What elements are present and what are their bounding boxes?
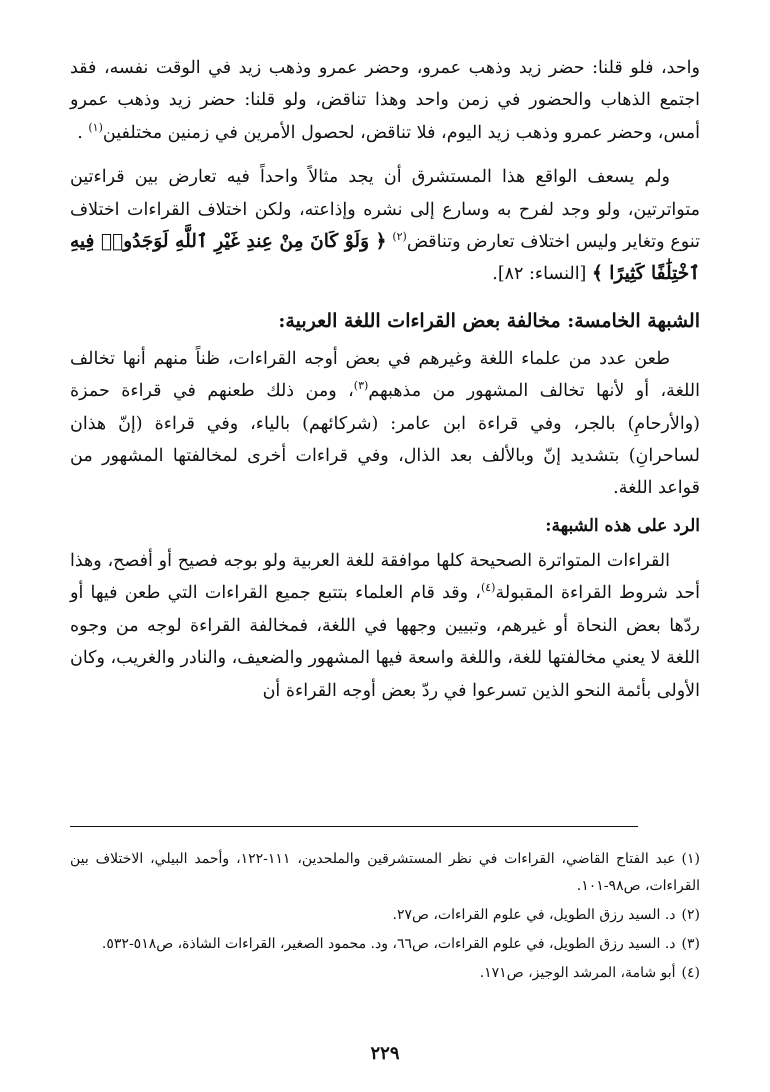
paragraph-2: [70, 161, 700, 291]
footnote-ref-4[interactable]: (٤): [480, 581, 496, 595]
footnote-divider: [70, 826, 638, 827]
paragraph-1: واحد، فلو قلنا: حضر زيد وذهب عمرو، وحضر عمرو وذهب زيد في الوقت نفسه، فقد اجتمع الذهاب والحضور في زمن واحد وهذا تناقض، ولو قلنا: حضر زيد وذهب عمرو أمس، وحضر عمرو وذهب زيد اليوم، فلا تناقض، لحصول الأمرين في زمنين مختلفين$^{(١)}$ .: [70, 58, 700, 143]
paragraph-1-text: واحد، فلو قلنا: حضر زيد وذهب عمرو، وحضر عمرو وذهب زيد في الوقت نفسه، فقد اجتمع الذهاب والحضور في زمن واحد وهذا تناقض، ولو قلنا: حضر زيد وذهب عمرو أمس، وحضر عمرو وذهب زيد اليوم، فلا تناقض، لحصول الأمرين في زمنين مختلفين: [70, 58, 700, 143]
quran-verse: ﴿ وَلَوْ كَانَ مِنْ عِندِ غَيْرِ ٱللَّهِ لَوَجَدُوا۟ فِيهِ ٱخْتِلَٰفًا كَثِيرًا ﴾: [70, 231, 700, 285]
page-body: [70, 52, 700, 707]
footnote-2: (٢)د. السيد رزق الطويل، في علوم القراءات، ص٢٧.: [392, 907, 700, 923]
sub-heading: الرد على هذه الشبهة:: [545, 515, 700, 536]
page-number: ٢٢٩: [370, 1043, 400, 1064]
paragraph-3: طعن عدد من علماء اللغة وغيرهم في بعض أوجه القراءات، ظناً منهم أنها تخالف اللغة، أو لأنها تخالف المشهور من مذهبهم$^{(٣)}$، ومن ذلك طعنهم في قراءة حمزة (والأرحامِ) بالجر، وفي قراءة ابن عامر: (شركائهم) بالياء، وفي قراءة (إنّ هذان لساحرانِ) بتشديد إنّ وبالألف بعد الذال، وفي قراءات أخرى لمخالفتها المشهور من قواعد اللغة.: [70, 348, 700, 499]
section-heading: الشبهة الخامسة: مخالفة بعض القراءات اللغة العربية:: [278, 309, 700, 332]
footnote-1: (١)عبد الفتاح القاضي، القراءات في نظر المستشرقين والملحدين، ١١١-١٢٢، وأحمد البيلي، الاختلاف بين القراءات، ص٩٨-١٠١.: [70, 851, 701, 894]
footnote-ref-1[interactable]: (١): [88, 120, 103, 134]
footnote-ref-2[interactable]: (٢): [392, 230, 407, 244]
footnote-4: (٤)أبو شامة، المرشد الوجيز، ص١٧١.: [479, 965, 700, 981]
footnote-3: (٣)د. السيد رزق الطويل، في علوم القراءات، ص٦٦، ود. محمود الصغير، القراءات الشاذة، ص٥١٨-٥٣٢.: [101, 936, 700, 952]
paragraph-4: القراءات المتواترة الصحيحة كلها موافقة للغة العربية ولو بوجه فصيح أو أفصح، وهذا أحد شروط القراءة المقبولة$^{(٤)}$، وقد قام العلماء بتتبع جميع القراءات التي طعن فيها أو ردّها بعض النحاة أو غيرهم، وتبيين وجهها في اللغة، فمخالفة القراءة لوجه من وجوه اللغة لا يعني مخالفتها للغة، واللغة واسعة فيها المشهور والضعيف، والنادر والغريب، وكان الأولى بأئمة النحو الذين تسرعوا في ردّ بعض أوجه القراءة أن: [70, 550, 701, 701]
paragraph-2-text: ولم يسعف الواقع هذا المستشرق أن يجد مثالاً واحداً فيه تعارض بين قراءتين متواترتين، ولو وجد لفرح به وسارع إلى نشره وإذاعته، ولكن اختلاف القراءات اختلاف تنوع وتغاير وليس اختلاف تعارض وتناقض: [70, 167, 700, 253]
footnotes: [70, 846, 700, 989]
verse-citation: [النساء: ٨٢].: [492, 264, 587, 285]
footnote-ref-3[interactable]: (٣): [353, 379, 369, 393]
